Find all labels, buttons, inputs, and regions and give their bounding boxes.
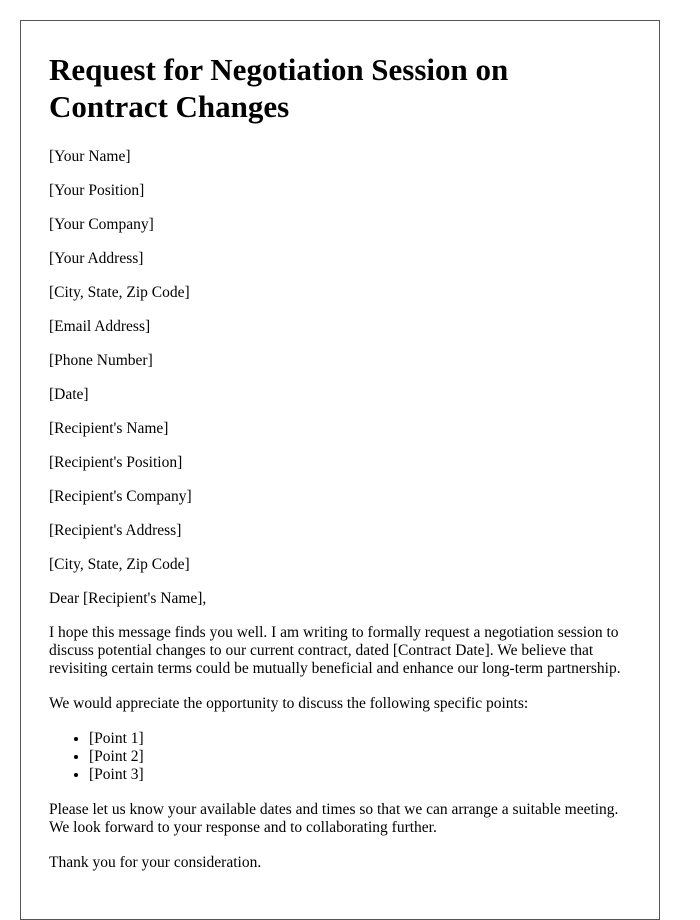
recipient-position: [Recipient's Position]	[49, 454, 183, 471]
sender-email: [Email Address]	[49, 318, 151, 335]
letter-title: Request for Negotiation Session on Contract Changes	[49, 52, 509, 124]
points-list	[49, 730, 631, 784]
salutation: Dear [Recipient's Name],	[49, 590, 207, 607]
sender-address: [Your Address]	[49, 250, 144, 267]
thanks-line: Thank you for your consideration.	[49, 854, 262, 871]
recipient-name: [Recipient's Name]	[49, 420, 169, 437]
sender-name: [Your Name]	[49, 148, 131, 165]
list-item: • [Point 3]	[89, 766, 631, 784]
letter-container	[20, 20, 660, 920]
recipient-address: [Recipient's Address]	[49, 522, 182, 539]
list-item: • [Point 1]	[89, 730, 631, 748]
letter-date: [Date]	[49, 386, 89, 403]
sender-position: [Your Position]	[49, 182, 145, 199]
points-intro: We would appreciate the opportunity to discuss the following specific points:	[49, 695, 529, 712]
recipient-company: [Recipient's Company]	[49, 488, 192, 505]
recipient-city-state-zip: [City, State, Zip Code]	[49, 556, 190, 573]
sender-phone: [Phone Number]	[49, 352, 153, 369]
closing-paragraph: Please let us know your available dates and times so that we can arrange a suitable meeting. We look forward to your response and to collaborating further.	[49, 801, 619, 836]
sender-company: [Your Company]	[49, 216, 154, 233]
sender-city-state-zip: [City, State, Zip Code]	[49, 284, 190, 301]
list-item: • [Point 2]	[89, 748, 631, 766]
intro-paragraph: I hope this message finds you well. I am writing to formally request a negotiation session to discuss potential changes to our current contract, dated [Contract Date]. We believe that revisiting certain terms could be mutually beneficial and enhance our long-term partnership.	[49, 624, 621, 677]
